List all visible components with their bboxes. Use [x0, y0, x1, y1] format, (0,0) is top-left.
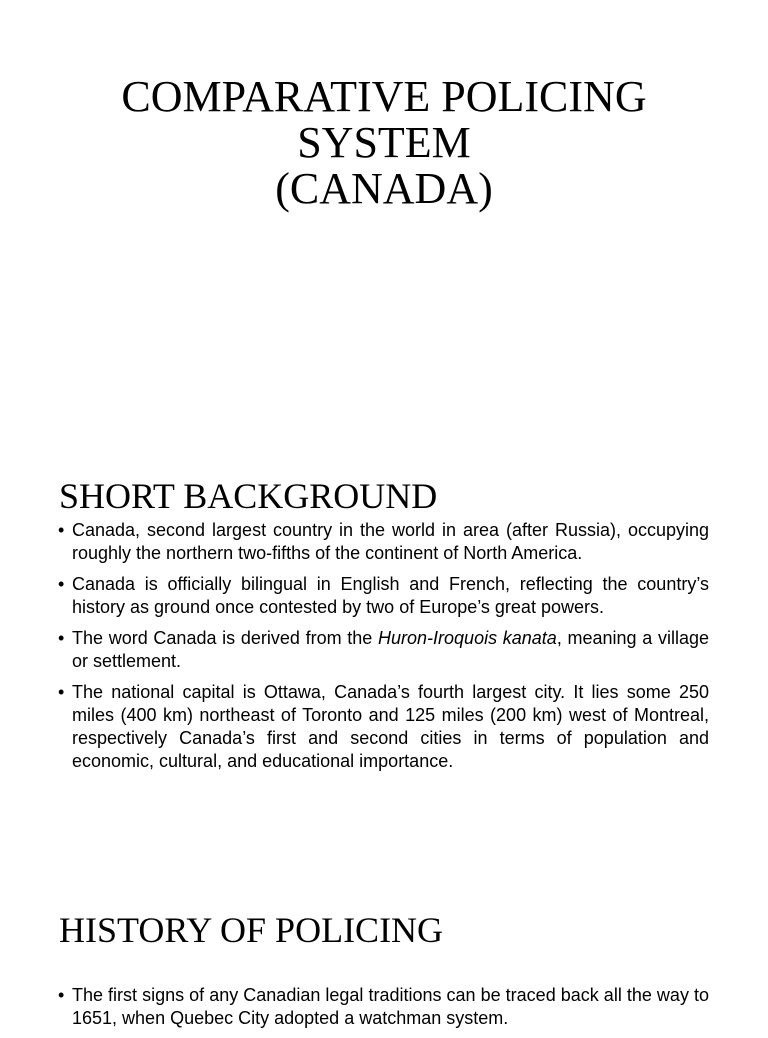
bullet-icon: • — [58, 682, 65, 702]
background-slide — [0, 420, 768, 850]
section-heading: HISTORY OF POLICING — [59, 910, 444, 950]
title-line-1: COMPARATIVE POLICING — [121, 72, 647, 121]
bullet-list — [58, 984, 709, 1038]
bullet-icon: • — [58, 574, 65, 594]
bullet-text: Canada, second largest country in the world in area (after Russia), occupying roughly the northern two-fifths of the continent of North America. — [72, 520, 709, 563]
bullet-list — [58, 519, 709, 781]
bullet-text — [72, 628, 709, 671]
bullet-icon: • — [58, 985, 65, 1005]
bullet-icon: • — [58, 628, 65, 648]
bullet-text: The first signs of any Canadian legal traditions can be traced back all the way to 1651, when Quebec City adopted a watchman system. — [72, 985, 709, 1028]
title-slide — [0, 0, 768, 420]
bullet-text-before: The word Canada is derived from the — [72, 628, 379, 648]
history-slide — [0, 850, 768, 1028]
slide-title — [0, 74, 768, 212]
bullet-text: Canada is officially bilingual in English and French, reflecting the country’s history as ground once contested by two of Europe’s great powers. — [72, 574, 709, 617]
list-item — [58, 681, 709, 773]
section-heading: SHORT BACKGROUND — [59, 476, 438, 516]
bullet-icon: • — [58, 520, 65, 540]
title-line-3: (CANADA) — [275, 164, 493, 213]
bullet-text-italic: Huron-Iroquois kanata — [378, 628, 557, 648]
list-item — [58, 627, 709, 673]
bullet-text-after: , meaning a village or settlement. — [72, 628, 709, 671]
list-item — [58, 573, 709, 619]
list-item — [58, 984, 709, 1030]
bullet-text: The national capital is Ottawa, Canada’s fourth largest city. It lies some 250 miles (400 km) northeast of Toronto and 125 miles (200 km) west of Montreal, respectively Canada’s first and second cities in terms of population and economic, cultural, and educational importance. — [72, 682, 709, 771]
list-item — [58, 519, 709, 565]
title-line-2: SYSTEM — [297, 118, 471, 167]
